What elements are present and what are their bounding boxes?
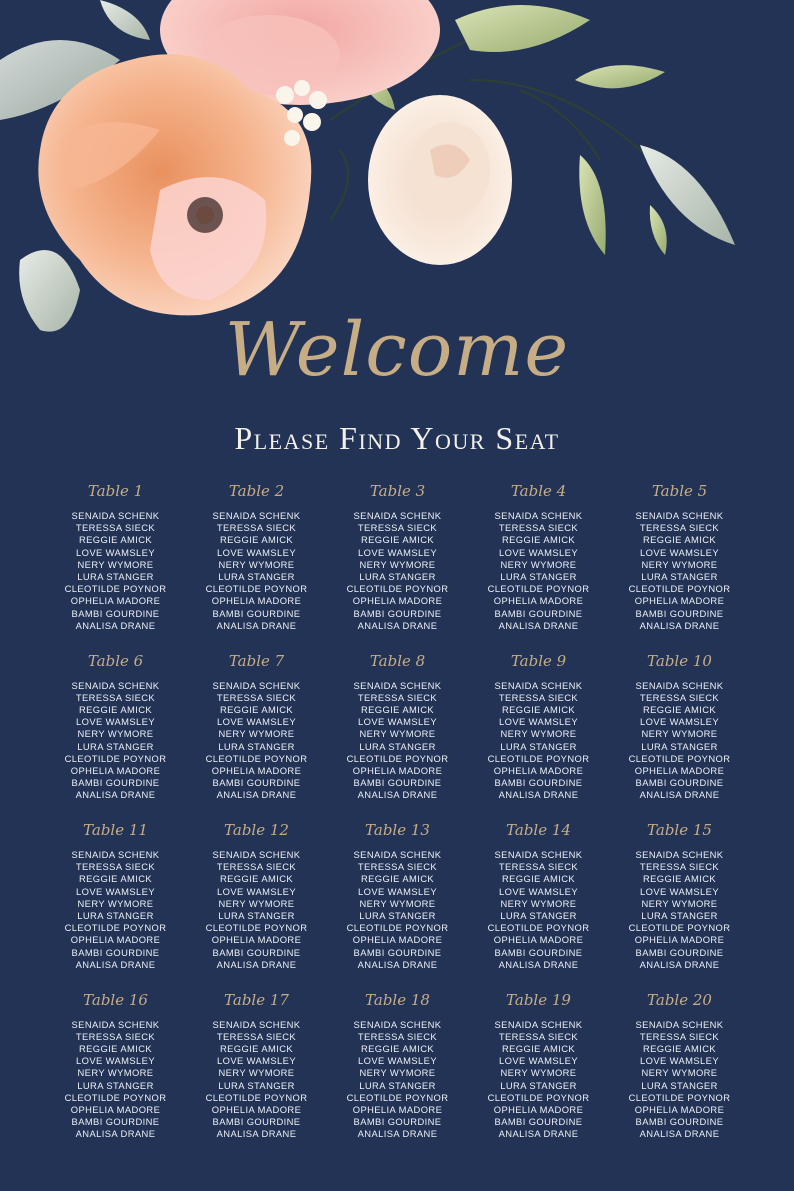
guest-name: ANALISA DRANE xyxy=(357,1128,438,1140)
guest-name: SENAIDA SCHENK xyxy=(353,849,442,860)
guest-name: NERY WYMORE xyxy=(359,1067,436,1079)
table-block xyxy=(45,478,186,648)
guest-name: REGGIE AMICK xyxy=(501,534,576,546)
table-block xyxy=(45,987,186,1157)
table-block xyxy=(609,817,750,987)
guest-list xyxy=(45,1019,186,1141)
guest-name: OPHELIA MADORE xyxy=(352,1103,443,1115)
guest-name: SENAIDA SCHENK xyxy=(353,679,442,691)
guest-list xyxy=(186,1019,327,1141)
guest-name: REGGIE AMICK xyxy=(219,534,294,546)
guest-list xyxy=(468,1019,609,1141)
guest-name: NERY WYMORE xyxy=(641,897,718,909)
table-title: Table 12 xyxy=(224,821,289,839)
guest-name: LOVE WAMSLEY xyxy=(499,885,578,897)
guest-name: ANALISA DRANE xyxy=(75,1128,156,1140)
guest-name: OPHELIA MADORE xyxy=(211,764,302,776)
guest-name: LURA STANGER xyxy=(77,740,154,752)
guest-name: LURA STANGER xyxy=(641,740,718,752)
table-title: Table 7 xyxy=(228,651,285,670)
guest-name: LURA STANGER xyxy=(359,740,436,752)
guest-name: NERY WYMORE xyxy=(641,558,718,570)
guest-name: REGGIE AMICK xyxy=(501,703,576,715)
guest-name: BAMBI GOURDINE xyxy=(494,946,583,958)
guest-name: NERY WYMORE xyxy=(77,1067,154,1079)
guest-name: TERESSA SIECK xyxy=(357,522,438,534)
guest-name: OPHELIA MADORE xyxy=(634,1103,725,1115)
guest-name: SENAIDA SCHENK xyxy=(71,679,160,691)
guest-name: CLEOTILDE POYNOR xyxy=(487,583,590,595)
guest-name: NERY WYMORE xyxy=(359,558,436,570)
guest-list xyxy=(609,510,750,632)
guest-name: CLEOTILDE POYNOR xyxy=(64,583,167,595)
table-block xyxy=(468,478,609,648)
table-title: Table 13 xyxy=(365,821,430,839)
guest-name: ANALISA DRANE xyxy=(216,789,297,801)
guest-name: TERESSA SIECK xyxy=(357,861,438,873)
guest-name: TERESSA SIECK xyxy=(75,691,156,703)
table-title: Table 11 xyxy=(83,821,148,839)
guest-list xyxy=(609,849,750,971)
guest-name: LOVE WAMSLEY xyxy=(358,716,437,728)
guest-name: BAMBI GOURDINE xyxy=(635,1116,724,1128)
guest-name: SENAIDA SCHENK xyxy=(212,679,301,691)
guest-name: TERESSA SIECK xyxy=(498,1030,579,1042)
guest-name: TERESSA SIECK xyxy=(357,1030,438,1042)
guest-name: LURA STANGER xyxy=(218,910,295,922)
table-title: Table 15 xyxy=(647,821,712,839)
guest-name: NERY WYMORE xyxy=(77,728,154,740)
guest-name: BAMBI GOURDINE xyxy=(212,1116,301,1128)
guest-name: OPHELIA MADORE xyxy=(493,1103,584,1115)
table-block xyxy=(327,648,468,818)
guest-name: LOVE WAMSLEY xyxy=(640,1055,719,1067)
guest-list xyxy=(186,510,327,632)
table-title: Table 2 xyxy=(228,482,285,500)
guest-name: REGGIE AMICK xyxy=(219,1042,294,1054)
guest-name: SENAIDA SCHENK xyxy=(635,849,724,860)
guest-list xyxy=(45,510,186,632)
guest-name: NERY WYMORE xyxy=(641,728,718,740)
table-title: Table 16 xyxy=(83,990,148,1009)
guest-name: BAMBI GOURDINE xyxy=(494,607,583,619)
table-title: Table 6 xyxy=(87,651,144,670)
table-title: Table 1 xyxy=(87,482,144,500)
guest-name: LOVE WAMSLEY xyxy=(499,1055,578,1067)
guest-name: OPHELIA MADORE xyxy=(352,764,443,776)
guest-name: ANALISA DRANE xyxy=(357,958,438,970)
guest-name: TERESSA SIECK xyxy=(639,522,720,534)
guest-name: LOVE WAMSLEY xyxy=(76,1055,155,1067)
guest-name: LOVE WAMSLEY xyxy=(358,1055,437,1067)
guest-list xyxy=(186,849,327,971)
guest-name: LURA STANGER xyxy=(359,1079,436,1091)
guest-name: TERESSA SIECK xyxy=(498,522,579,534)
cream-rose xyxy=(368,95,512,265)
guest-name: CLEOTILDE POYNOR xyxy=(346,1091,449,1103)
guest-name: CLEOTILDE POYNOR xyxy=(628,922,731,934)
guest-name: OPHELIA MADORE xyxy=(211,595,302,607)
guest-name: LURA STANGER xyxy=(359,571,436,583)
guest-name: NERY WYMORE xyxy=(218,897,295,909)
guest-name: CLEOTILDE POYNOR xyxy=(487,752,590,764)
guest-name: LOVE WAMSLEY xyxy=(499,716,578,728)
guest-name: LURA STANGER xyxy=(218,740,295,752)
guest-name: BAMBI GOURDINE xyxy=(212,607,301,619)
guest-name: CLEOTILDE POYNOR xyxy=(628,1091,731,1103)
guest-name: LURA STANGER xyxy=(77,910,154,922)
guest-name: LOVE WAMSLEY xyxy=(217,885,296,897)
guest-list xyxy=(609,1019,750,1141)
guest-name: LURA STANGER xyxy=(500,910,577,922)
guest-name: TERESSA SIECK xyxy=(498,861,579,873)
guest-name: TERESSA SIECK xyxy=(639,1030,720,1042)
guest-name: REGGIE AMICK xyxy=(78,873,153,885)
seating-grid xyxy=(45,478,750,1156)
guest-list xyxy=(468,849,609,971)
guest-list xyxy=(45,849,186,971)
guest-name: NERY WYMORE xyxy=(500,558,577,570)
guest-name: LURA STANGER xyxy=(641,1079,718,1091)
guest-name: REGGIE AMICK xyxy=(219,703,294,715)
guest-name: SENAIDA SCHENK xyxy=(71,510,160,521)
guest-name: TERESSA SIECK xyxy=(75,522,156,534)
guest-name: REGGIE AMICK xyxy=(642,873,717,885)
table-block xyxy=(186,817,327,987)
guest-name: SENAIDA SCHENK xyxy=(71,849,160,860)
guest-name: OPHELIA MADORE xyxy=(493,764,584,776)
table-block xyxy=(468,648,609,818)
guest-name: REGGIE AMICK xyxy=(360,703,435,715)
guest-name: CLEOTILDE POYNOR xyxy=(205,752,308,764)
guest-name: ANALISA DRANE xyxy=(639,1128,720,1140)
table-title: Table 14 xyxy=(506,821,571,839)
guest-list xyxy=(327,1019,468,1141)
guest-name: TERESSA SIECK xyxy=(216,1030,297,1042)
guest-name: SENAIDA SCHENK xyxy=(635,679,724,691)
guest-name: REGGIE AMICK xyxy=(501,1042,576,1054)
guest-name: LURA STANGER xyxy=(218,571,295,583)
guest-name: OPHELIA MADORE xyxy=(493,934,584,946)
guest-name: LURA STANGER xyxy=(359,910,436,922)
guest-name: BAMBI GOURDINE xyxy=(353,1116,442,1128)
guest-name: CLEOTILDE POYNOR xyxy=(628,583,731,595)
guest-name: ANALISA DRANE xyxy=(498,1128,579,1140)
guest-name: TERESSA SIECK xyxy=(639,691,720,703)
guest-name: BAMBI GOURDINE xyxy=(635,946,724,958)
guest-name: NERY WYMORE xyxy=(359,728,436,740)
guest-name: OPHELIA MADORE xyxy=(352,934,443,946)
guest-name: NERY WYMORE xyxy=(218,1067,295,1079)
guest-name: NERY WYMORE xyxy=(359,897,436,909)
guest-name: SENAIDA SCHENK xyxy=(212,510,301,521)
table-block xyxy=(45,817,186,987)
guest-name: TERESSA SIECK xyxy=(75,861,156,873)
guest-name: LOVE WAMSLEY xyxy=(217,546,296,558)
guest-name: TERESSA SIECK xyxy=(639,861,720,873)
guest-name: SENAIDA SCHENK xyxy=(635,1018,724,1030)
guest-name: ANALISA DRANE xyxy=(498,619,579,631)
guest-list xyxy=(186,680,327,802)
guest-name: BAMBI GOURDINE xyxy=(71,946,160,958)
guest-name: CLEOTILDE POYNOR xyxy=(205,922,308,934)
guest-name: ANALISA DRANE xyxy=(357,619,438,631)
guest-name: ANALISA DRANE xyxy=(639,619,720,631)
guest-list xyxy=(609,680,750,802)
guest-name: CLEOTILDE POYNOR xyxy=(628,752,731,764)
guest-name: LOVE WAMSLEY xyxy=(499,546,578,558)
table-block xyxy=(327,817,468,987)
table-title: Table 19 xyxy=(506,990,571,1009)
guest-name: ANALISA DRANE xyxy=(216,1128,297,1140)
guest-name: ANALISA DRANE xyxy=(216,619,297,631)
guest-name: NERY WYMORE xyxy=(500,728,577,740)
guest-name: TERESSA SIECK xyxy=(216,861,297,873)
guest-name: LOVE WAMSLEY xyxy=(358,885,437,897)
guest-name: BAMBI GOURDINE xyxy=(212,777,301,789)
guest-name: LOVE WAMSLEY xyxy=(358,546,437,558)
guest-name: TERESSA SIECK xyxy=(216,691,297,703)
guest-name: NERY WYMORE xyxy=(641,1067,718,1079)
guest-name: SENAIDA SCHENK xyxy=(212,849,301,860)
guest-name: LOVE WAMSLEY xyxy=(640,546,719,558)
guest-name: CLEOTILDE POYNOR xyxy=(205,583,308,595)
guest-name: OPHELIA MADORE xyxy=(634,595,725,607)
guest-name: LOVE WAMSLEY xyxy=(76,716,155,728)
guest-name: SENAIDA SCHENK xyxy=(353,510,442,521)
guest-name: SENAIDA SCHENK xyxy=(71,1018,160,1030)
guest-name: LOVE WAMSLEY xyxy=(640,885,719,897)
guest-name: LOVE WAMSLEY xyxy=(640,716,719,728)
table-block xyxy=(186,648,327,818)
table-block xyxy=(468,817,609,987)
guest-name: LURA STANGER xyxy=(641,910,718,922)
table-title: Table 3 xyxy=(369,482,426,500)
table-block xyxy=(327,478,468,648)
guest-name: ANALISA DRANE xyxy=(498,958,579,970)
table-block xyxy=(609,478,750,648)
guest-name: REGGIE AMICK xyxy=(360,534,435,546)
guest-name: BAMBI GOURDINE xyxy=(635,777,724,789)
guest-name: OPHELIA MADORE xyxy=(211,934,302,946)
table-title: Table 5 xyxy=(651,482,708,500)
guest-name: TERESSA SIECK xyxy=(75,1030,156,1042)
guest-name: SENAIDA SCHENK xyxy=(494,679,583,691)
guest-name: NERY WYMORE xyxy=(500,1067,577,1079)
guest-name: LOVE WAMSLEY xyxy=(217,1055,296,1067)
guest-name: REGGIE AMICK xyxy=(78,703,153,715)
guest-name: OPHELIA MADORE xyxy=(70,764,161,776)
guest-list xyxy=(468,510,609,632)
table-block xyxy=(45,648,186,818)
guest-name: ANALISA DRANE xyxy=(75,789,156,801)
guest-name: ANALISA DRANE xyxy=(75,619,156,631)
guest-name: BAMBI GOURDINE xyxy=(353,607,442,619)
guest-name: CLEOTILDE POYNOR xyxy=(64,922,167,934)
table-title: Table 20 xyxy=(647,990,712,1009)
guest-name: CLEOTILDE POYNOR xyxy=(346,583,449,595)
guest-name: OPHELIA MADORE xyxy=(634,764,725,776)
guest-name: NERY WYMORE xyxy=(77,897,154,909)
guest-name: OPHELIA MADORE xyxy=(493,595,584,607)
guest-name: REGGIE AMICK xyxy=(642,703,717,715)
guest-list xyxy=(468,680,609,802)
guest-list xyxy=(327,849,468,971)
guest-name: ANALISA DRANE xyxy=(639,789,720,801)
guest-name: LURA STANGER xyxy=(500,571,577,583)
guest-name: CLEOTILDE POYNOR xyxy=(346,922,449,934)
guest-name: SENAIDA SCHENK xyxy=(353,1018,442,1030)
guest-name: CLEOTILDE POYNOR xyxy=(487,922,590,934)
guest-name: OPHELIA MADORE xyxy=(211,1103,302,1115)
table-block xyxy=(468,987,609,1157)
guest-name: CLEOTILDE POYNOR xyxy=(64,752,167,764)
guest-name: ANALISA DRANE xyxy=(639,958,720,970)
table-title: Table 4 xyxy=(510,482,567,500)
guest-name: REGGIE AMICK xyxy=(501,873,576,885)
guest-name: BAMBI GOURDINE xyxy=(71,777,160,789)
guest-name: ANALISA DRANE xyxy=(216,958,297,970)
guest-name: ANALISA DRANE xyxy=(357,789,438,801)
guest-name: NERY WYMORE xyxy=(218,728,295,740)
guest-name: REGGIE AMICK xyxy=(78,1042,153,1054)
guest-name: NERY WYMORE xyxy=(500,897,577,909)
guest-list xyxy=(327,680,468,802)
guest-name: CLEOTILDE POYNOR xyxy=(205,1091,308,1103)
guest-name: SENAIDA SCHENK xyxy=(494,849,583,860)
table-title: Table 18 xyxy=(365,990,430,1009)
table-block xyxy=(186,478,327,648)
guest-name: CLEOTILDE POYNOR xyxy=(64,1091,167,1103)
guest-name: BAMBI GOURDINE xyxy=(494,777,583,789)
guest-name: BAMBI GOURDINE xyxy=(635,607,724,619)
guest-name: REGGIE AMICK xyxy=(360,873,435,885)
guest-name: OPHELIA MADORE xyxy=(70,1103,161,1115)
guest-name: LURA STANGER xyxy=(77,1079,154,1091)
guest-name: REGGIE AMICK xyxy=(78,534,153,546)
guest-name: SENAIDA SCHENK xyxy=(635,510,724,521)
guest-name: CLEOTILDE POYNOR xyxy=(346,752,449,764)
guest-name: BAMBI GOURDINE xyxy=(353,777,442,789)
guest-name: BAMBI GOURDINE xyxy=(353,946,442,958)
guest-name: LURA STANGER xyxy=(500,1079,577,1091)
guest-name: OPHELIA MADORE xyxy=(70,595,161,607)
table-title: Table 10 xyxy=(647,651,712,670)
guest-name: OPHELIA MADORE xyxy=(634,934,725,946)
guest-list xyxy=(45,680,186,802)
guest-name: CLEOTILDE POYNOR xyxy=(487,1091,590,1103)
guest-name: LURA STANGER xyxy=(77,571,154,583)
guest-name: LURA STANGER xyxy=(500,740,577,752)
guest-name: LOVE WAMSLEY xyxy=(217,716,296,728)
page-subtitle: Please Find Your Seat xyxy=(234,420,560,456)
guest-name: REGGIE AMICK xyxy=(360,1042,435,1054)
guest-name: OPHELIA MADORE xyxy=(352,595,443,607)
guest-name: BAMBI GOURDINE xyxy=(212,946,301,958)
guest-name: ANALISA DRANE xyxy=(75,958,156,970)
guest-name: BAMBI GOURDINE xyxy=(71,607,160,619)
guest-name: BAMBI GOURDINE xyxy=(494,1116,583,1128)
guest-name: NERY WYMORE xyxy=(218,558,295,570)
welcome-title: Welcome xyxy=(224,307,570,393)
guest-name: SENAIDA SCHENK xyxy=(494,510,583,521)
guest-name: SENAIDA SCHENK xyxy=(212,1018,301,1030)
guest-name: OPHELIA MADORE xyxy=(70,934,161,946)
guest-name: LURA STANGER xyxy=(218,1079,295,1091)
table-title: Table 8 xyxy=(369,651,426,670)
table-block xyxy=(327,987,468,1157)
guest-name: REGGIE AMICK xyxy=(642,534,717,546)
guest-name: NERY WYMORE xyxy=(77,558,154,570)
table-block xyxy=(609,987,750,1157)
guest-name: SENAIDA SCHENK xyxy=(494,1018,583,1030)
guest-name: LURA STANGER xyxy=(641,571,718,583)
table-block xyxy=(609,648,750,818)
guest-name: LOVE WAMSLEY xyxy=(76,885,155,897)
table-title: Table 17 xyxy=(224,990,289,1009)
guest-list xyxy=(327,510,468,632)
guest-name: ANALISA DRANE xyxy=(498,789,579,801)
guest-name: BAMBI GOURDINE xyxy=(71,1116,160,1128)
table-block xyxy=(186,987,327,1157)
guest-name: REGGIE AMICK xyxy=(219,873,294,885)
guest-name: TERESSA SIECK xyxy=(357,691,438,703)
guest-name: LOVE WAMSLEY xyxy=(76,546,155,558)
guest-name: TERESSA SIECK xyxy=(498,691,579,703)
guest-name: TERESSA SIECK xyxy=(216,522,297,534)
guest-name: REGGIE AMICK xyxy=(642,1042,717,1054)
table-title: Table 9 xyxy=(510,651,567,670)
